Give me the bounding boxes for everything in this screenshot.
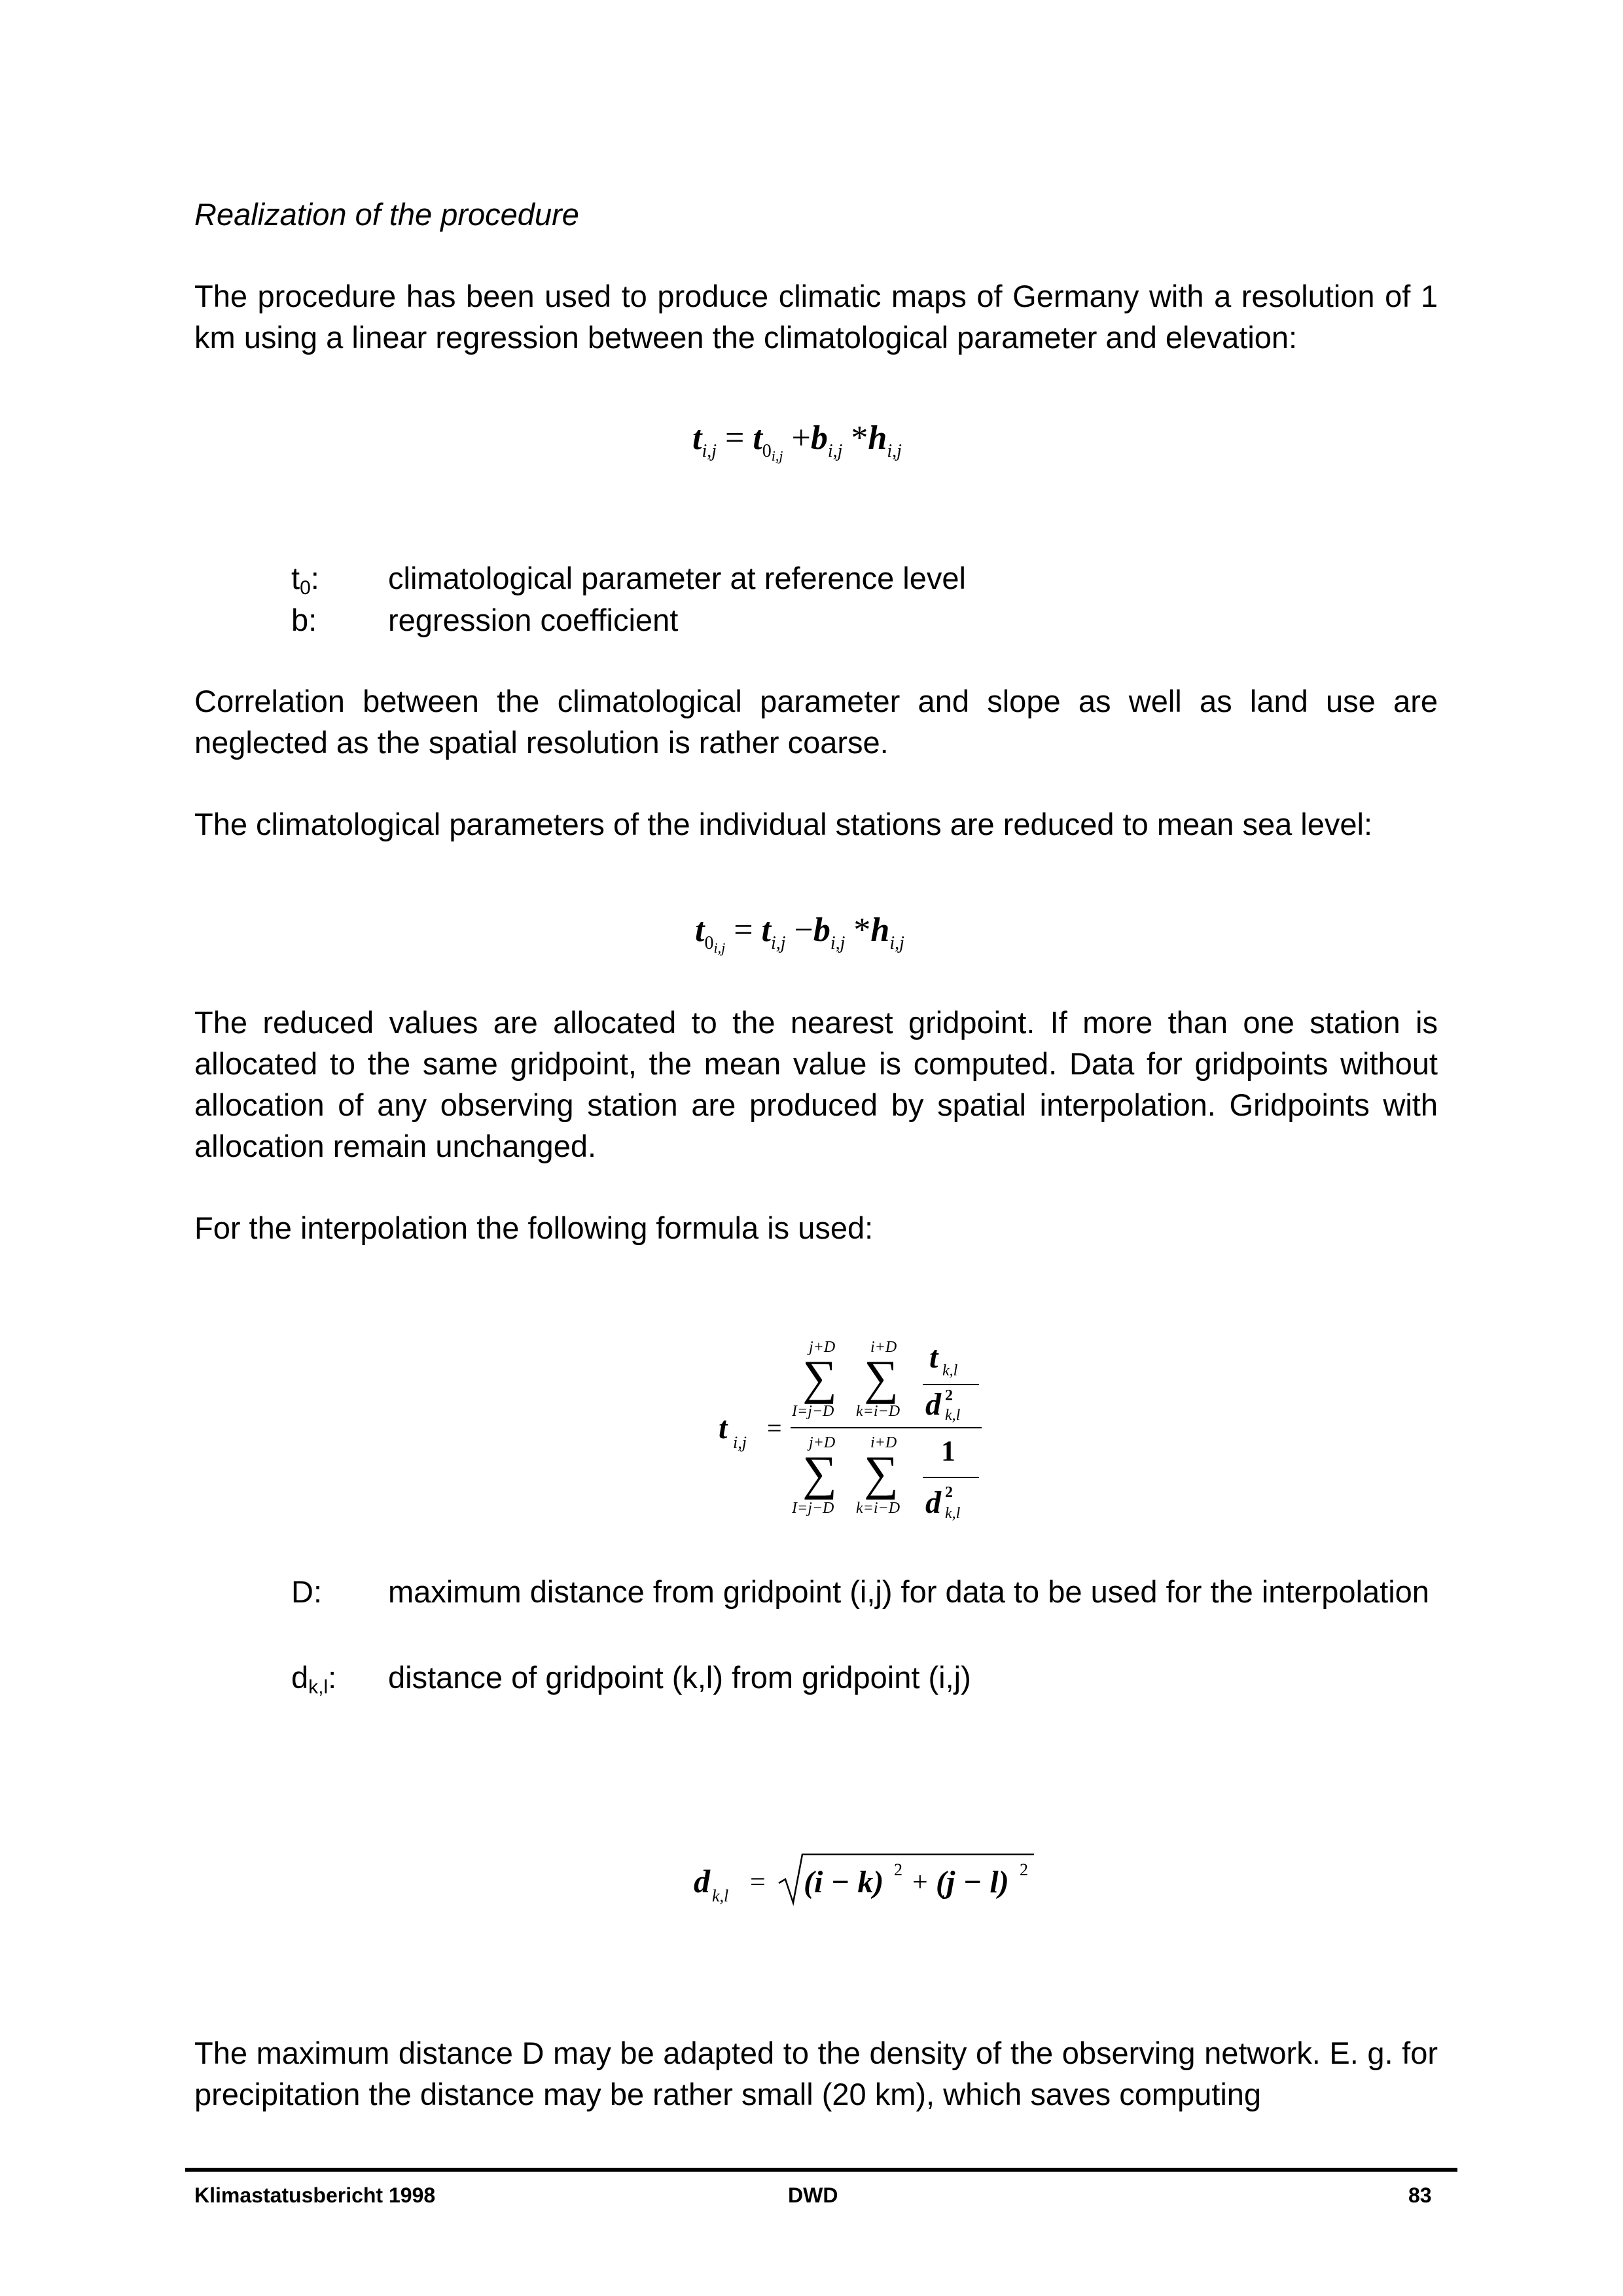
dist-sq-b: 2	[1020, 1860, 1028, 1879]
footer-publisher: DWD	[788, 2183, 838, 2207]
dist-sq-a: 2	[894, 1860, 902, 1879]
paragraph-max-distance: The maximum distance D may be adapted to the density of the observing network. E. g. for precipitation the distance may be rather small (20 km), which saves computing	[194, 2036, 1438, 2111]
dist-equals: =	[750, 1867, 766, 1898]
footer-rule	[185, 2168, 1457, 2172]
num-sum-lower-inner: k=i−D	[856, 1403, 901, 1420]
formula-regression: $t_{i,j} = t_{0i,j} +b_{i,j}$ $*h_{i,j}$	[692, 419, 902, 464]
formula-lhs-sub: i,j	[733, 1433, 747, 1452]
den-one: 1	[941, 1435, 955, 1467]
dist-d: d	[694, 1863, 710, 1899]
den-sigma-outer: ∑	[802, 1447, 837, 1500]
den-sum-lower-outer: I=j−D	[792, 1500, 834, 1517]
den-sum-upper-outer: j+D	[809, 1434, 836, 1451]
paragraph-allocation: The reduced values are allocated to the nearest gridpoint. If more than one station is allocated to the same gridpoint, the mean value is computed. Data for gridpoints without allocation of any observing station are produced by spatial interpolation. Gridpoints with allocation remain unchanged.	[194, 1005, 1438, 1163]
definition-row-D: D: maximum distance from gridpoint (i,j) for data to be used for the interpolation	[291, 1574, 1429, 1609]
formula-distance	[687, 1845, 1054, 1917]
dist-expr-b: (j − l)	[936, 1865, 1009, 1899]
den-sum-upper-inner: i+D	[870, 1434, 897, 1451]
den-sigma-inner: ∑	[864, 1447, 899, 1500]
num-d-sub: k,l	[945, 1407, 961, 1424]
dist-d-sub: k,l	[712, 1886, 729, 1905]
footer-title: Klimastatusbericht 1998	[194, 2183, 436, 2207]
num-t: t	[929, 1340, 938, 1375]
page-number: 83	[1408, 2183, 1432, 2207]
dist-plus: +	[912, 1867, 928, 1898]
formula-lhs-t: t	[719, 1411, 728, 1445]
den-d-sub: k,l	[945, 1505, 961, 1522]
paragraph-correlation: Correlation between the climatological parameter and slope as well as land use are neglected as the spatial resolution is rather coarse.	[194, 684, 1438, 760]
paragraph-reduction: The climatological parameters of the individual stations are reduced to mean sea level:	[194, 807, 1373, 841]
num-d-sq: 2	[945, 1387, 953, 1404]
den-d: d	[925, 1485, 941, 1520]
num-t-sub: k,l	[942, 1362, 958, 1379]
paragraph-intro: The procedure has been used to produce climatic maps of Germany with a resolution of 1 km using a linear regression between the climatological parameter and elevation:	[194, 279, 1438, 355]
num-sigma-outer: ∑	[802, 1351, 837, 1405]
dist-expr-a: (i − k)	[804, 1865, 884, 1899]
formula-equals: =	[767, 1413, 782, 1443]
section-heading: Realization of the procedure	[194, 197, 579, 232]
num-d: d	[925, 1387, 941, 1422]
num-sum-upper-outer: j+D	[809, 1339, 836, 1356]
num-sigma-inner: ∑	[864, 1351, 899, 1405]
formula-interpolation	[707, 1328, 995, 1538]
num-sum-upper-inner: i+D	[870, 1339, 897, 1356]
den-d-sq: 2	[945, 1484, 953, 1501]
num-sum-lower-outer: I=j−D	[792, 1403, 834, 1420]
den-sum-lower-inner: k=i−D	[856, 1500, 901, 1517]
paragraph-interpolation: For the interpolation the following formula is used:	[194, 1210, 874, 1245]
formula-reduction: $t_{0i,j} = t_{i,j} -b_{i,j}$ $*h_{i,j}$	[695, 911, 904, 956]
